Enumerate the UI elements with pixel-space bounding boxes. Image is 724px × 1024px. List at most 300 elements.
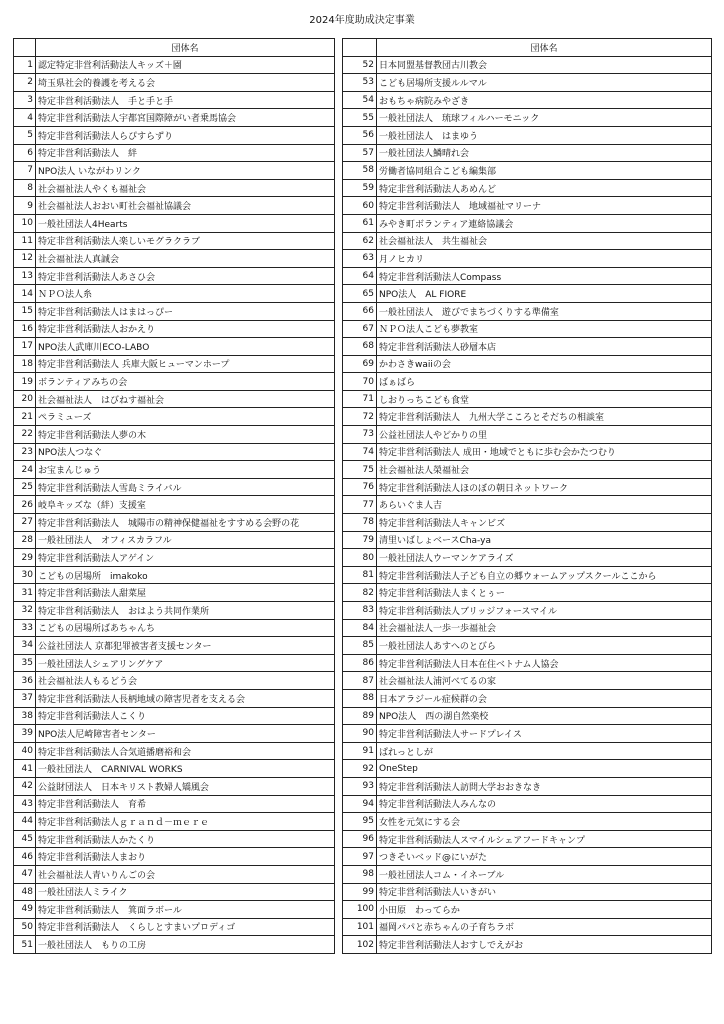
- row-number: 94: [343, 795, 377, 813]
- table-row: [14, 514, 335, 532]
- row-number: 38: [14, 707, 36, 725]
- organization-name: 特定非営利活動法人 手と手と手: [36, 91, 335, 109]
- table-row: [343, 373, 712, 391]
- organization-name: 特定非営利活動法人甜菜屋: [36, 584, 335, 602]
- table-row: [14, 531, 335, 549]
- table-row: [343, 813, 712, 831]
- organization-name: 特定非営利活動法人 育希: [36, 795, 335, 813]
- organization-name: 社会福祉法人 共生福祉会: [377, 232, 712, 250]
- organization-name: こどもの居場所ばあちゃんち: [36, 619, 335, 637]
- organization-name: 社会福祉法人浦河べてるの家: [377, 672, 712, 690]
- table-row: [14, 162, 335, 180]
- table-row: [343, 426, 712, 444]
- table-row: [343, 901, 712, 919]
- row-number: 62: [343, 232, 377, 250]
- organization-name: 特定非営利活動法人 九州大学こころとそだちの相談室: [377, 408, 712, 426]
- organization-name: 特定非営利活動法人かたくり: [36, 830, 335, 848]
- organization-name: 特定非営利活動法人ブリッジフォースマイル: [377, 602, 712, 620]
- organization-name: 特定非営利活動法人楽しいモグラクラブ: [36, 232, 335, 250]
- table-row: [343, 126, 712, 144]
- row-number: 80: [343, 549, 377, 567]
- row-number: 17: [14, 338, 36, 356]
- organization-name: 特定非営利活動法人合気道播磨裕和会: [36, 742, 335, 760]
- row-number: 49: [14, 901, 36, 919]
- table-row: [343, 760, 712, 778]
- table-row: [343, 672, 712, 690]
- organization-name: 日本同盟基督教団古川教会: [377, 56, 712, 74]
- table-row: [14, 830, 335, 848]
- row-number: 22: [14, 426, 36, 444]
- row-number: 8: [14, 179, 36, 197]
- organization-name: ぱれっとしが: [377, 742, 712, 760]
- row-number: 52: [343, 56, 377, 74]
- organization-name: 認定特定非営利活動法人キッズ＋園: [36, 56, 335, 74]
- organization-name: 特定非営利活動法人訪問大学おおきなき: [377, 777, 712, 795]
- table-row: [343, 777, 712, 795]
- organization-name: 特定非営利活動法人雪島ミライバル: [36, 478, 335, 496]
- row-number: 86: [343, 654, 377, 672]
- row-number: 90: [343, 725, 377, 743]
- organization-name: 一般社団法人 もりの工房: [36, 936, 335, 954]
- table-row: [343, 197, 712, 215]
- page-title: 2024年度助成決定事業: [309, 15, 415, 26]
- organization-name: ペラミューズ: [36, 408, 335, 426]
- table-row: [343, 232, 712, 250]
- organization-name: 特定非営利活動法人アゲイン: [36, 549, 335, 567]
- organization-name: 埼玉県社会的養護を考える会: [36, 74, 335, 92]
- table-row: [343, 461, 712, 479]
- table-row: [14, 443, 335, 461]
- organization-name: 清里いばしょベースCha-ya: [377, 531, 712, 549]
- table-row: [343, 250, 712, 268]
- organization-name: ボランティアみちの会: [36, 373, 335, 391]
- row-number: 19: [14, 373, 36, 391]
- organization-name-header: 団体名: [377, 39, 712, 57]
- organization-name: NPO法人 西の湖自然楽校: [377, 707, 712, 725]
- row-number: 16: [14, 320, 36, 338]
- row-number: 97: [343, 848, 377, 866]
- row-number: 78: [343, 514, 377, 532]
- row-number: 1: [14, 56, 36, 74]
- organization-name: 一般社団法人鱗晴れ会: [377, 144, 712, 162]
- table-row: [14, 549, 335, 567]
- table-row: [14, 197, 335, 215]
- organization-name: 特定非営利活動法人宇都宮国際障がい者乗馬協会: [36, 109, 335, 127]
- table-row: [343, 918, 712, 936]
- row-number: 100: [343, 901, 377, 919]
- table-row: [14, 742, 335, 760]
- row-number: 54: [343, 91, 377, 109]
- row-number: 63: [343, 250, 377, 268]
- organization-name: かわさきwaiiの会: [377, 355, 712, 373]
- row-number: 47: [14, 865, 36, 883]
- organization-name: 特定非営利活動法人はまはっぴー: [36, 302, 335, 320]
- table-row: [343, 795, 712, 813]
- table-row: [343, 179, 712, 197]
- organization-name: 一般社団法人 はまゆう: [377, 126, 712, 144]
- row-number: 2: [14, 74, 36, 92]
- organization-name: NPO法人 いながわリンク: [36, 162, 335, 180]
- row-number: 58: [343, 162, 377, 180]
- organization-name: 岐阜キッズな（絆）支援室: [36, 496, 335, 514]
- row-number: 64: [343, 267, 377, 285]
- organization-name: 特定非営利活動法人ｇｒａｎｄ－ｍｅｒｅ: [36, 813, 335, 831]
- row-number: 37: [14, 689, 36, 707]
- organization-name: 特定非営利活動法人スマイルシェアフードキャンプ: [377, 830, 712, 848]
- table-row: [14, 566, 335, 584]
- table-row: [343, 637, 712, 655]
- organization-name: こどもの居場所 imakoko: [36, 566, 335, 584]
- table-body-left: [14, 56, 335, 953]
- organization-name: 福岡パパと赤ちゃんの子育ちラボ: [377, 918, 712, 936]
- row-number: 20: [14, 390, 36, 408]
- table-row: [14, 390, 335, 408]
- table-row: [343, 285, 712, 303]
- table-header-row: [343, 39, 712, 57]
- row-number: 85: [343, 637, 377, 655]
- organization-name: 特定非営利活動法人おすしでえがお: [377, 936, 712, 954]
- table-row: [343, 707, 712, 725]
- row-number: 57: [343, 144, 377, 162]
- organization-name: OneStep: [377, 760, 712, 778]
- table-row: [343, 109, 712, 127]
- row-number: 88: [343, 689, 377, 707]
- organization-name: 特定非営利活動法人子ども自立の郷ウォームアップスクールここから: [377, 566, 712, 584]
- table-row: [343, 267, 712, 285]
- organization-name: 一般社団法人4Hearts: [36, 214, 335, 232]
- row-number: 14: [14, 285, 36, 303]
- number-header: [343, 39, 377, 57]
- organization-name: 月ノヒカリ: [377, 250, 712, 268]
- organization-name: 社会福祉法人おおい町社会福祉協議会: [36, 197, 335, 215]
- organization-name: 社会福祉法人一歩一歩福祉会: [377, 619, 712, 637]
- organization-name: 特定非営利活動法人あめんど: [377, 179, 712, 197]
- row-number: 28: [14, 531, 36, 549]
- row-number: 69: [343, 355, 377, 373]
- organization-name: 特定非営利活動法人日本在住ベトナム人協会: [377, 654, 712, 672]
- table-row: [14, 496, 335, 514]
- row-number: 68: [343, 338, 377, 356]
- table-row: [14, 338, 335, 356]
- row-number: 71: [343, 390, 377, 408]
- row-number: 10: [14, 214, 36, 232]
- table-row: [14, 918, 335, 936]
- table-row: [14, 285, 335, 303]
- organization-name: 一般社団法人 遊びでまちづくりする準備室: [377, 302, 712, 320]
- table-row: [343, 848, 712, 866]
- table-row: [343, 549, 712, 567]
- organization-name: ＮＰＯ法人糸: [36, 285, 335, 303]
- row-number: 61: [343, 214, 377, 232]
- organization-name: 一般社団法人シェアリングケア: [36, 654, 335, 672]
- row-number: 67: [343, 320, 377, 338]
- table-row: [14, 91, 335, 109]
- table-row: [343, 865, 712, 883]
- row-number: 27: [14, 514, 36, 532]
- organization-name: お宝まんじゅう: [36, 461, 335, 479]
- row-number: 95: [343, 813, 377, 831]
- table-row: [343, 443, 712, 461]
- row-number: 51: [14, 936, 36, 954]
- organization-name: 特定非営利活動法人サードプレイス: [377, 725, 712, 743]
- organization-name: 公益財団法人 日本キリスト教婦人矯風会: [36, 777, 335, 795]
- organization-name: 特定非営利活動法人砂層本店: [377, 338, 712, 356]
- row-number: 60: [343, 197, 377, 215]
- row-number: 98: [343, 865, 377, 883]
- row-number: 81: [343, 566, 377, 584]
- row-number: 99: [343, 883, 377, 901]
- table-row: [14, 654, 335, 672]
- organization-name: 社会福祉法人もるどう会: [36, 672, 335, 690]
- organization-name: 特定非営利活動法人 箕面ラボール: [36, 901, 335, 919]
- table-row: [14, 883, 335, 901]
- row-number: 76: [343, 478, 377, 496]
- organization-name: あらいぐま人吉: [377, 496, 712, 514]
- table-row: [14, 302, 335, 320]
- table-row: [14, 373, 335, 391]
- organization-name: 特定非営利活動法人あさひ会: [36, 267, 335, 285]
- table-row: [343, 408, 712, 426]
- row-number: 84: [343, 619, 377, 637]
- table-row: [343, 214, 712, 232]
- organization-name: 一般社団法人ミライク: [36, 883, 335, 901]
- table-row: [14, 232, 335, 250]
- organization-name: 労働者協同組合こども編集部: [377, 162, 712, 180]
- row-number: 96: [343, 830, 377, 848]
- organization-name: つきそいベッド@にいがた: [377, 848, 712, 866]
- row-number: 75: [343, 461, 377, 479]
- organization-name: しおりっちこども食堂: [377, 390, 712, 408]
- table-row: [14, 56, 335, 74]
- row-number: 11: [14, 232, 36, 250]
- table-row: [14, 461, 335, 479]
- row-number: 70: [343, 373, 377, 391]
- row-number: 15: [14, 302, 36, 320]
- table-row: [14, 619, 335, 637]
- table-row: [343, 478, 712, 496]
- row-number: 43: [14, 795, 36, 813]
- row-number: 66: [343, 302, 377, 320]
- row-number: 39: [14, 725, 36, 743]
- organization-name: 特定非営利活動法人ほのぼの朝日ネットワーク: [377, 478, 712, 496]
- organization-name: NPO法人 AL FIORE: [377, 285, 712, 303]
- table-header-row: [14, 39, 335, 57]
- row-number: 18: [14, 355, 36, 373]
- organization-name: ばぁばら: [377, 373, 712, 391]
- organization-name: 一般社団法人あすへのとびら: [377, 637, 712, 655]
- table-row: [343, 320, 712, 338]
- organization-name: 一般社団法人 オフィスカラフル: [36, 531, 335, 549]
- row-number: 12: [14, 250, 36, 268]
- organization-name: 特定非営利活動法人おかえり: [36, 320, 335, 338]
- row-number: 56: [343, 126, 377, 144]
- table-row: [14, 320, 335, 338]
- row-number: 44: [14, 813, 36, 831]
- table-row: [343, 936, 712, 954]
- table-row: [14, 214, 335, 232]
- organization-name: 社会福祉法人やくも福祉会: [36, 179, 335, 197]
- table-row: [343, 91, 712, 109]
- table-row: [343, 144, 712, 162]
- row-number: 53: [343, 74, 377, 92]
- organization-name: NPO法人つなぐ: [36, 443, 335, 461]
- table-row: [14, 777, 335, 795]
- organization-name: ＮＰＯ法人こども夢教室: [377, 320, 712, 338]
- row-number: 24: [14, 461, 36, 479]
- organization-name: おもちゃ病院みやざき: [377, 91, 712, 109]
- organization-name: 特定非営利活動法人まおり: [36, 848, 335, 866]
- row-number: 46: [14, 848, 36, 866]
- row-number: 41: [14, 760, 36, 778]
- table-row: [343, 689, 712, 707]
- organization-name: NPO法人武庫川ECO-LABO: [36, 338, 335, 356]
- row-number: 93: [343, 777, 377, 795]
- organization-name: みやき町ボランティア連絡協議会: [377, 214, 712, 232]
- row-number: 5: [14, 126, 36, 144]
- organization-name: 特定非営利活動法人Compass: [377, 267, 712, 285]
- row-number: 73: [343, 426, 377, 444]
- table-row: [14, 408, 335, 426]
- table-row: [14, 725, 335, 743]
- table-row: [14, 672, 335, 690]
- organization-name: 特定非営利活動法人 くらしとすまいプロディゴ: [36, 918, 335, 936]
- row-number: 26: [14, 496, 36, 514]
- table-row: [14, 602, 335, 620]
- table-row: [14, 478, 335, 496]
- table-row: [14, 250, 335, 268]
- row-number: 74: [343, 443, 377, 461]
- row-number: 6: [14, 144, 36, 162]
- row-number: 35: [14, 654, 36, 672]
- organization-name: 社会福祉法人真誠会: [36, 250, 335, 268]
- row-number: 30: [14, 566, 36, 584]
- row-number: 101: [343, 918, 377, 936]
- row-number: 25: [14, 478, 36, 496]
- organization-name: 日本アラジール症候群の会: [377, 689, 712, 707]
- organization-name: 一般社団法人 CARNIVAL WORKS: [36, 760, 335, 778]
- organization-name: 特定非営利活動法人 成田・地域でともに歩む会かたつむり: [377, 443, 712, 461]
- table-row: [14, 126, 335, 144]
- organization-name: NPO法人尼崎障害者センター: [36, 725, 335, 743]
- table-row: [343, 654, 712, 672]
- organization-name: 特定非営利活動法人こくり: [36, 707, 335, 725]
- row-number: 77: [343, 496, 377, 514]
- organization-name: 小田原 わってらか: [377, 901, 712, 919]
- table-row: [14, 795, 335, 813]
- table-row: [343, 514, 712, 532]
- table-row: [14, 355, 335, 373]
- row-number: 34: [14, 637, 36, 655]
- table-row: [14, 936, 335, 954]
- row-number: 82: [343, 584, 377, 602]
- table-row: [343, 302, 712, 320]
- row-number: 45: [14, 830, 36, 848]
- row-number: 79: [343, 531, 377, 549]
- row-number: 4: [14, 109, 36, 127]
- row-number: 29: [14, 549, 36, 567]
- row-number: 83: [343, 602, 377, 620]
- table-body-right: [343, 56, 712, 953]
- table-row: [343, 531, 712, 549]
- grants-table-right: [342, 38, 712, 954]
- table-row: [14, 74, 335, 92]
- row-number: 87: [343, 672, 377, 690]
- organization-name: 特定非営利活動法人長柄地域の障害児者を支える会: [36, 689, 335, 707]
- row-number: 23: [14, 443, 36, 461]
- row-number: 55: [343, 109, 377, 127]
- table-row: [14, 760, 335, 778]
- row-number: 32: [14, 602, 36, 620]
- row-number: 65: [343, 285, 377, 303]
- table-row: [343, 496, 712, 514]
- table-row: [14, 426, 335, 444]
- row-number: 91: [343, 742, 377, 760]
- table-row: [14, 267, 335, 285]
- grants-table-left: [13, 38, 335, 954]
- table-row: [343, 56, 712, 74]
- row-number: 33: [14, 619, 36, 637]
- organization-name: 特定非営利活動法人キャンビズ: [377, 514, 712, 532]
- organization-name: 一般社団法人コム・イネーブル: [377, 865, 712, 883]
- table-row: [14, 865, 335, 883]
- organization-name: 特定非営利活動法人 地域福祉マリーナ: [377, 197, 712, 215]
- row-number: 3: [14, 91, 36, 109]
- organization-name-header: 団体名: [36, 39, 335, 57]
- row-number: 9: [14, 197, 36, 215]
- table-row: [343, 725, 712, 743]
- row-number: 7: [14, 162, 36, 180]
- organization-name: こども居場所支援ルルマル: [377, 74, 712, 92]
- row-number: 59: [343, 179, 377, 197]
- table-row: [14, 179, 335, 197]
- row-number: 92: [343, 760, 377, 778]
- table-row: [343, 162, 712, 180]
- organization-name: 特定非営利活動法人いきがい: [377, 883, 712, 901]
- table-row: [14, 109, 335, 127]
- table-row: [14, 707, 335, 725]
- table-row: [343, 619, 712, 637]
- table-row: [343, 602, 712, 620]
- table-row: [14, 813, 335, 831]
- table-row: [14, 848, 335, 866]
- table-row: [343, 584, 712, 602]
- row-number: 50: [14, 918, 36, 936]
- row-number: 102: [343, 936, 377, 954]
- row-number: 40: [14, 742, 36, 760]
- organization-name: 公益社団法人やどかりの里: [377, 426, 712, 444]
- row-number: 21: [14, 408, 36, 426]
- organization-name: 特定非営利活動法人 兵庫大阪ヒューマンホープ: [36, 355, 335, 373]
- row-number: 48: [14, 883, 36, 901]
- organization-name: 社会福祉法人榮福祉会: [377, 461, 712, 479]
- organization-name: 社会福祉法人 はびねす福祉会: [36, 390, 335, 408]
- table-row: [343, 390, 712, 408]
- organization-name: 特定非営利活動法人 絆: [36, 144, 335, 162]
- organization-name: 公益社団法人 京都犯罪被害者支援センター: [36, 637, 335, 655]
- number-header: [14, 39, 36, 57]
- organization-name: 特定非営利活動法人 城陽市の精神保健福祉をすすめる会野の花: [36, 514, 335, 532]
- organization-name: 社会福祉法人青いりんごの会: [36, 865, 335, 883]
- organization-name: 一般社団法人ウーマンケアライズ: [377, 549, 712, 567]
- row-number: 42: [14, 777, 36, 795]
- organization-name: 特定非営利活動法人夢の木: [36, 426, 335, 444]
- table-row: [14, 144, 335, 162]
- table-row: [14, 901, 335, 919]
- organization-name: 特定非営利活動法人まくとぅー: [377, 584, 712, 602]
- table-row: [343, 338, 712, 356]
- row-number: 13: [14, 267, 36, 285]
- organization-name: 特定非営利活動法人 おはよう共同作業所: [36, 602, 335, 620]
